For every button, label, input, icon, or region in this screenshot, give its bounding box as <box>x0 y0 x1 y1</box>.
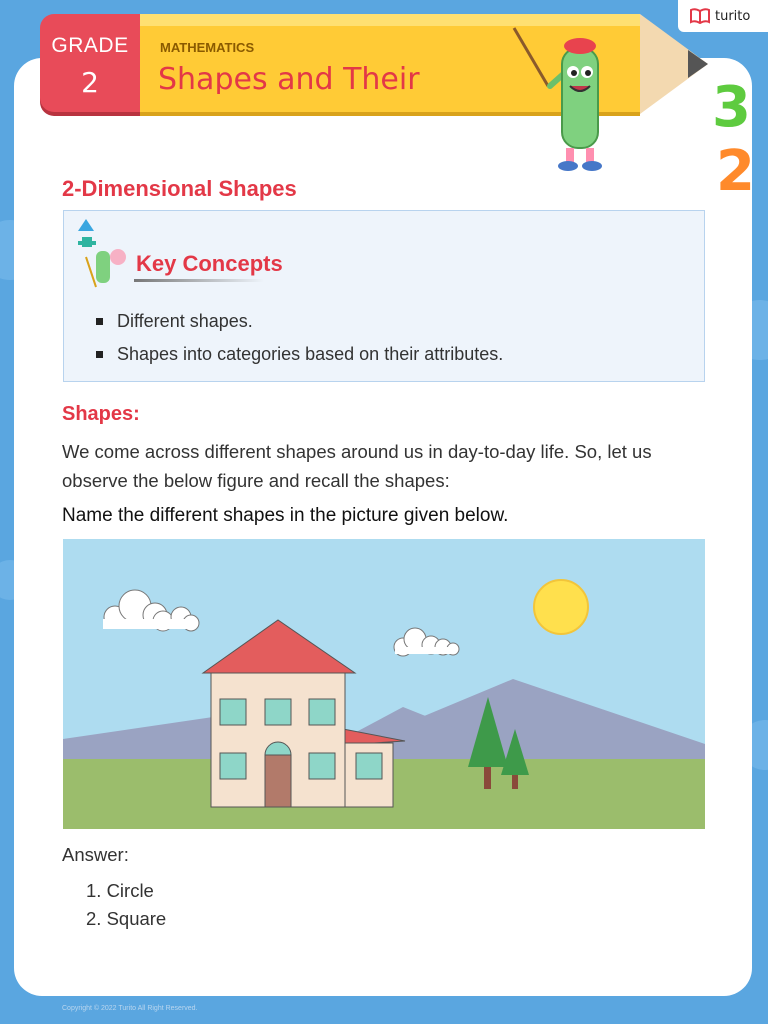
answer-label: Answer: <box>62 844 129 865</box>
copyright-text: Copyright © 2022 Turito All Right Reserved. <box>62 1005 198 1012</box>
subject-label: MATHEMATICS <box>160 40 255 55</box>
mascot-illustration <box>510 26 620 176</box>
answer-list <box>86 880 166 936</box>
pencil-tip-icon <box>638 14 708 116</box>
section-heading: 2-Dimensional Shapes <box>62 176 297 201</box>
grade-label: GRADE <box>51 34 129 57</box>
list-item-text: Different shapes. <box>117 311 253 331</box>
house-scene-illustration <box>63 539 705 829</box>
key-concepts-underline <box>134 279 264 282</box>
key-concepts-title: Key Concepts <box>136 251 283 276</box>
shapes-heading: Shapes: <box>62 403 140 425</box>
decor-number-3: 3 <box>712 75 751 140</box>
list-item <box>96 344 503 365</box>
question-text: Name the different shapes in the picture given below. <box>62 505 509 526</box>
house-door <box>265 755 291 807</box>
key-concepts-box <box>63 210 705 382</box>
answer-item: 2. Square <box>86 908 167 929</box>
logo-text: turito <box>715 8 751 24</box>
key-concepts-list <box>96 311 503 377</box>
sun <box>534 580 588 634</box>
list-item-text: Shapes into categories based on their attributes. <box>117 344 504 364</box>
decor-numbers <box>706 72 768 196</box>
grade-number: 2 <box>81 66 99 99</box>
key-concepts-icon <box>76 217 130 293</box>
list-item <box>96 311 503 332</box>
grade-badge <box>40 14 140 112</box>
decor-number-2: 2 <box>716 139 755 196</box>
page-title: Shapes and Their <box>158 62 420 94</box>
shapes-paragraph: We come across different shapes around us in day-to-day life. So, let us observe the below figure and recall the shapes: <box>62 441 652 491</box>
bullet-icon <box>96 351 103 358</box>
banner-stripe <box>140 14 640 26</box>
answer-item: 1. Circle <box>86 880 154 901</box>
bullet-icon <box>96 318 103 325</box>
